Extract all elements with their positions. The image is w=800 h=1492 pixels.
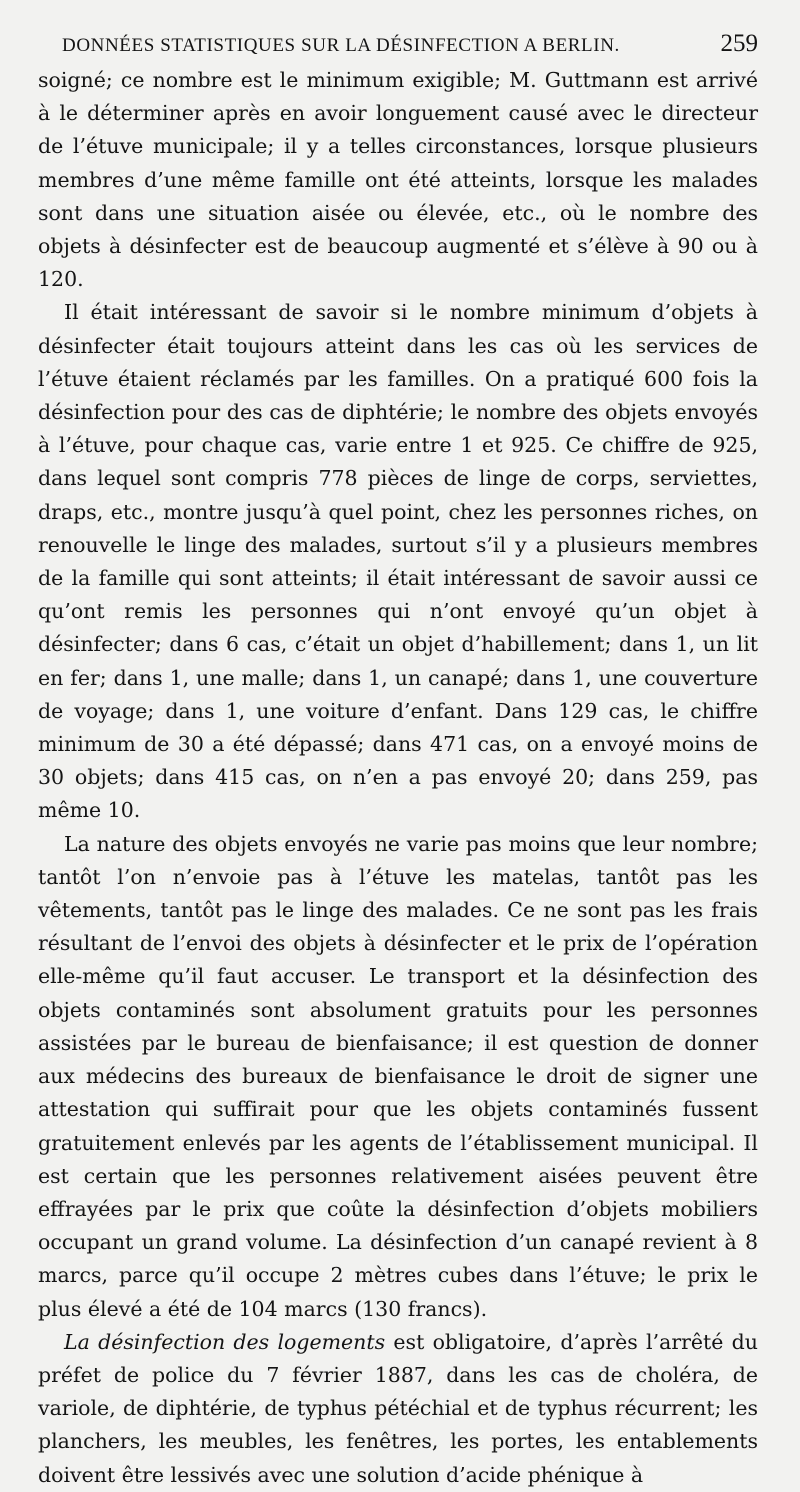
body-text	[38, 64, 758, 1492]
running-title: DONNÉES STATISTIQUES SUR LA DÉSINFECTION A BERLIN.	[62, 35, 620, 56]
paragraph-minimum-objects: Il était intéressant de savoir si le nombre minimum d’objets à désinfecter était toujours atteint dans les cas où les services de l’étuve étaient réclamés par les familles. On a pratiqué 600 fois la désinfection pour des cas de diphtérie; le nombre des objets envoyés à l’étuve, pour chaque cas, varie entre 1 et 925. Ce chiffre de 925, dans lequel sont compris 778 pièces de linge de corps, serviettes, draps, etc., montre jusqu’à quel point, chez les personnes riches, on renouvelle le linge des malades, surtout s’il y a plusieurs membres de la famille qui sont atteints; il était intéressant de savoir aussi ce qu’ont remis les personnes qui n’ont envoyé qu’un objet à désinfecter; dans 6 cas, c’était un objet d’habillement; dans 1, un lit en fer; dans 1, une malle; dans 1, un canapé; dans 1, une couverture de voyage; dans 1, une voiture d’enfant. Dans 129 cas, le chiffre minimum de 30 a été dépassé; dans 471 cas, on a envoyé moins de 30 objets; dans 415 cas, on n’en a pas envoyé 20; dans 259, pas même 10.	[38, 300, 758, 823]
running-header	[62, 30, 758, 58]
paragraph-housing-disinfection	[38, 1326, 758, 1492]
page-number: 259	[720, 30, 758, 57]
paragraph-nature-of-objects: La nature des objets envoyés ne varie pas moins que leur nombre; tantôt l’on n’envoie pas à l’étuve les matelas, tantôt pas les vêtements, tantôt pas le linge des malades. Ce ne sont pas les frais résultant de l’envoi des objets à désinfecter et le prix de l’opération elle-même qu’il faut accuser. Le transport et la désinfection des objets contaminés sont absolument gratuits pour les personnes assistées par le bureau de bienfaisance; il est question de donner aux médecins des bureaux de bienfaisance le droit de signer une attestation qui suffirait pour que les objets contaminés fussent gratuitement enlevés par les agents de l’établissement municipal. Il est certain que les personnes relativement aisées peuvent être effrayées par le prix que coûte la désinfection d’objets mobiliers occupant un grand volume. La désinfection d’un canapé revient à 8 marcs, parce qu’il occupe 2 mètres cubes dans l’étuve; le prix le plus élevé a été de 104 marcs (130 francs).	[38, 831, 758, 1321]
italic-lead: La désinfection des logements	[64, 1329, 386, 1354]
paragraph-housing-text: est obligatoire, d’après l’arrêté du préfet de police du 7 février 1887, dans les cas de choléra, de variole, de diphtérie, de typhus pétéchial et de typhus récurrent; les planchers, les meubles, les fenêtres, les portes, les entablements doivent être lessivés avec une solution d’acide phénique à	[38, 1329, 759, 1487]
paragraph-continuation: soigné; ce nombre est le minimum exigible; M. Guttmann est arrivé à le déterminer après en avoir longuement causé avec le directeur de l’étuve municipale; il y a telles circonstances, lorsque plusieurs membres d’une même famille ont été atteints, lorsque les malades sont dans une situation aisée ou élevée, etc., où le nombre des objets à désinfecter est de beaucoup augmenté et s’élève à 90 ou à 120.	[38, 68, 758, 292]
